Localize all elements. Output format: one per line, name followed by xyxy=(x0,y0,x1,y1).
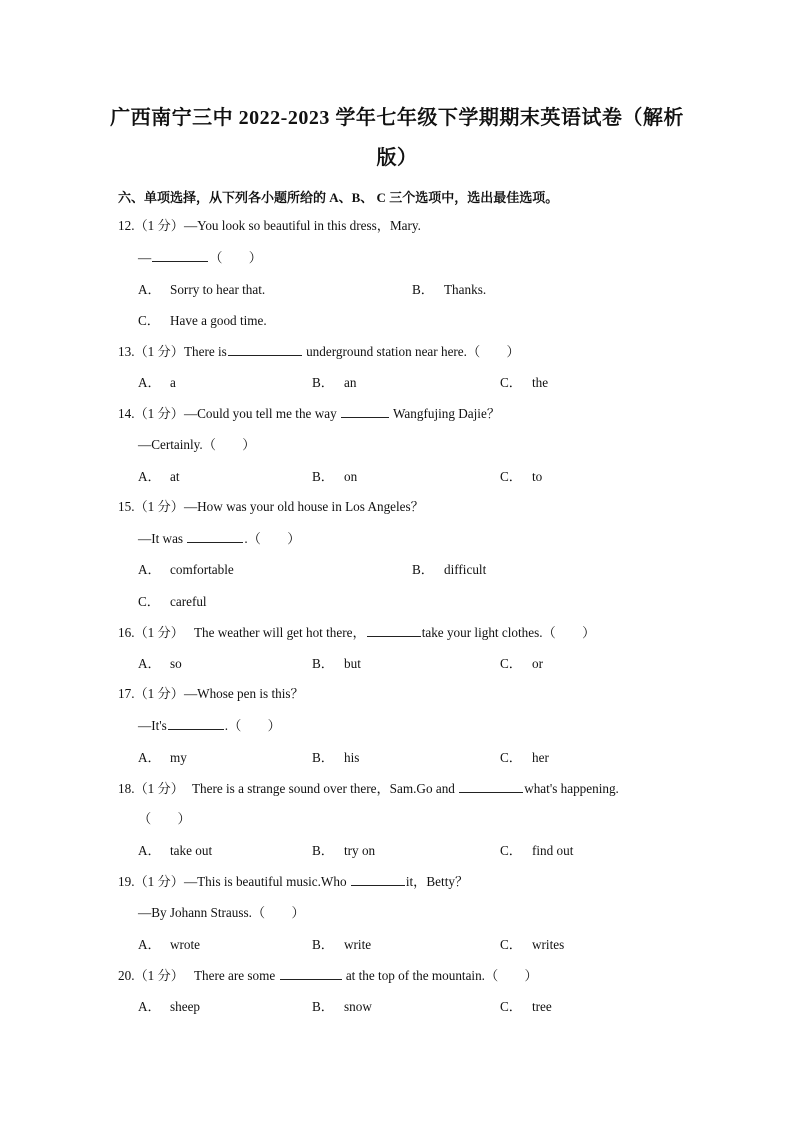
option-text: snow xyxy=(344,999,372,1014)
option-letter: C． xyxy=(500,750,522,765)
option-c[interactable] xyxy=(500,750,549,766)
option-text: Have a good time. xyxy=(170,313,267,328)
question-text: There is a strange sound over there，Sam.Go and xyxy=(191,781,459,796)
option-b[interactable] xyxy=(312,750,359,766)
option-a[interactable] xyxy=(138,937,200,953)
question-14-stem xyxy=(118,405,500,422)
option-letter: C． xyxy=(138,594,160,609)
question-text: Wangfujing Dajie？ xyxy=(389,406,501,421)
question-19-stem xyxy=(118,873,468,890)
option-letter: B． xyxy=(312,937,334,952)
question-16-stem xyxy=(118,624,595,641)
option-text: write xyxy=(344,937,372,952)
option-c[interactable] xyxy=(138,594,207,610)
option-letter: C． xyxy=(500,656,522,671)
option-c[interactable] xyxy=(500,469,542,485)
option-letter: A． xyxy=(138,937,161,952)
option-b[interactable] xyxy=(312,375,356,391)
question-number: 20.（1 分） xyxy=(118,968,184,983)
option-b[interactable] xyxy=(312,469,357,485)
option-text: tree xyxy=(532,999,552,1014)
question-text: what's happening. xyxy=(524,781,619,796)
answer-parentheses: （ ） xyxy=(209,250,262,265)
option-letter: B． xyxy=(412,282,434,297)
option-letter: B． xyxy=(312,656,334,671)
option-text: her xyxy=(532,750,549,765)
question-number: 13.（1 分） xyxy=(118,344,184,359)
option-a[interactable] xyxy=(138,375,176,391)
section-heading: 六、单项选择，从下列各小题所给的 A、B、 C 三个选项中，选出最佳选项。 xyxy=(118,190,559,205)
option-a[interactable] xyxy=(138,656,182,672)
option-text: Thanks. xyxy=(444,282,487,297)
option-text: his xyxy=(344,750,360,765)
option-letter: A． xyxy=(138,562,161,577)
question-text: —This is beautiful music.Who xyxy=(183,874,350,889)
question-text: underground station near here.（ ） xyxy=(302,344,520,359)
option-letter: A． xyxy=(138,999,161,1014)
option-text: careful xyxy=(170,594,207,609)
question-12-stem xyxy=(118,218,421,234)
option-b[interactable] xyxy=(312,843,375,859)
question-18-stem xyxy=(118,780,619,797)
option-b[interactable] xyxy=(412,562,486,578)
answer-blank xyxy=(152,249,208,262)
question-text: —It's xyxy=(138,718,167,733)
option-c[interactable] xyxy=(500,375,548,391)
question-text: There is xyxy=(183,344,227,359)
option-c[interactable] xyxy=(500,937,564,953)
option-text: my xyxy=(170,750,187,765)
option-a[interactable] xyxy=(138,999,200,1015)
answer-parentheses: （ ） xyxy=(138,811,191,826)
answer-blank xyxy=(280,967,342,980)
option-letter: A． xyxy=(138,843,161,858)
page-title-line-1: 广西南宁三中 2022-2023 学年七年级下学期期末英语试卷（解析 xyxy=(110,107,684,129)
question-number: 12.（1 分） xyxy=(118,218,184,233)
question-text: —How was your old house in Los Angeles？ xyxy=(183,499,424,514)
option-letter: A． xyxy=(138,469,161,484)
answer-blank xyxy=(228,343,302,356)
answer-blank xyxy=(351,873,405,886)
question-20-stem xyxy=(118,967,538,984)
option-text: an xyxy=(344,375,357,390)
option-letter: C． xyxy=(500,937,522,952)
dash: — xyxy=(138,250,152,265)
question-text: —Certainly.（ ） xyxy=(138,437,256,452)
option-letter: C． xyxy=(500,999,522,1014)
option-b[interactable] xyxy=(312,999,372,1015)
option-c[interactable] xyxy=(138,313,267,329)
question-number: 14.（1 分） xyxy=(118,406,184,421)
option-c[interactable] xyxy=(500,656,543,672)
answer-blank xyxy=(187,530,243,543)
question-text: —It was xyxy=(138,531,187,546)
question-text: The weather will get hot there， xyxy=(193,625,366,640)
question-text: .（ ） xyxy=(224,718,281,733)
answer-blank xyxy=(459,780,523,793)
option-a[interactable] xyxy=(138,282,265,298)
question-number: 19.（1 分） xyxy=(118,874,184,889)
option-letter: B． xyxy=(312,469,334,484)
question-text: .（ ） xyxy=(244,531,301,546)
option-text: comfortable xyxy=(170,562,234,577)
question-12-answer-line xyxy=(138,249,262,266)
question-14-answer-line xyxy=(138,437,255,453)
option-letter: B． xyxy=(412,562,434,577)
option-text: Sorry to hear that. xyxy=(170,282,266,297)
option-b[interactable] xyxy=(312,656,361,672)
question-17-stem xyxy=(118,686,304,702)
option-text: writes xyxy=(532,937,565,952)
question-number: 15.（1 分） xyxy=(118,499,184,514)
option-text: so xyxy=(170,656,182,671)
option-letter: B． xyxy=(312,375,334,390)
option-letter: A． xyxy=(138,282,161,297)
option-letter: C． xyxy=(500,469,522,484)
option-letter: A． xyxy=(138,375,161,390)
question-15-answer-line xyxy=(138,530,300,547)
option-letter: B． xyxy=(312,750,334,765)
option-letter: A． xyxy=(138,750,161,765)
option-letter: A． xyxy=(138,656,161,671)
option-text: difficult xyxy=(444,562,487,577)
option-a[interactable] xyxy=(138,750,187,766)
option-text: at xyxy=(170,469,180,484)
page-title-line-2: 版） xyxy=(376,147,418,169)
question-13-stem xyxy=(118,343,520,360)
question-text: —You look so beautiful in this dress，Mary. xyxy=(183,218,421,233)
option-a[interactable] xyxy=(138,843,212,859)
option-text: a xyxy=(170,375,176,390)
question-text: —By Johann Strauss.（ ） xyxy=(138,905,305,920)
option-text: sheep xyxy=(170,999,201,1014)
option-text: on xyxy=(344,469,358,484)
question-17-answer-line xyxy=(138,717,281,734)
option-text: or xyxy=(532,656,543,671)
option-text: try on xyxy=(344,843,376,858)
question-text: —Whose pen is this？ xyxy=(183,686,304,701)
option-text: wrote xyxy=(170,937,201,952)
option-letter: C． xyxy=(138,313,160,328)
option-text: find out xyxy=(532,843,574,858)
option-a[interactable] xyxy=(138,562,234,578)
option-c[interactable] xyxy=(500,999,552,1015)
option-a[interactable] xyxy=(138,469,180,485)
answer-blank xyxy=(367,624,421,637)
question-number: 16.（1 分） xyxy=(118,625,184,640)
option-letter: B． xyxy=(312,843,334,858)
option-letter: B． xyxy=(312,999,334,1014)
question-text: at the top of the mountain.（ ） xyxy=(342,968,538,983)
option-letter: C． xyxy=(500,375,522,390)
option-text: to xyxy=(532,469,543,484)
question-text: —Could you tell me the way xyxy=(183,406,340,421)
option-b[interactable] xyxy=(412,282,486,298)
question-number: 17.（1 分） xyxy=(118,686,184,701)
option-b[interactable] xyxy=(312,937,371,953)
question-text: take your light clothes.（ ） xyxy=(421,625,596,640)
option-text: but xyxy=(344,656,361,671)
question-number: 18.（1 分） xyxy=(118,781,184,796)
option-text: the xyxy=(532,375,549,390)
answer-blank xyxy=(341,405,389,418)
question-19-answer-line xyxy=(138,905,305,921)
answer-blank xyxy=(168,717,224,730)
question-18-answer-line xyxy=(138,811,191,827)
option-text: take out xyxy=(170,843,213,858)
question-15-stem xyxy=(118,499,424,515)
question-text: There are some xyxy=(193,968,279,983)
option-letter: C． xyxy=(500,843,522,858)
question-text: it，Betty？ xyxy=(405,874,469,889)
option-c[interactable] xyxy=(500,843,573,859)
